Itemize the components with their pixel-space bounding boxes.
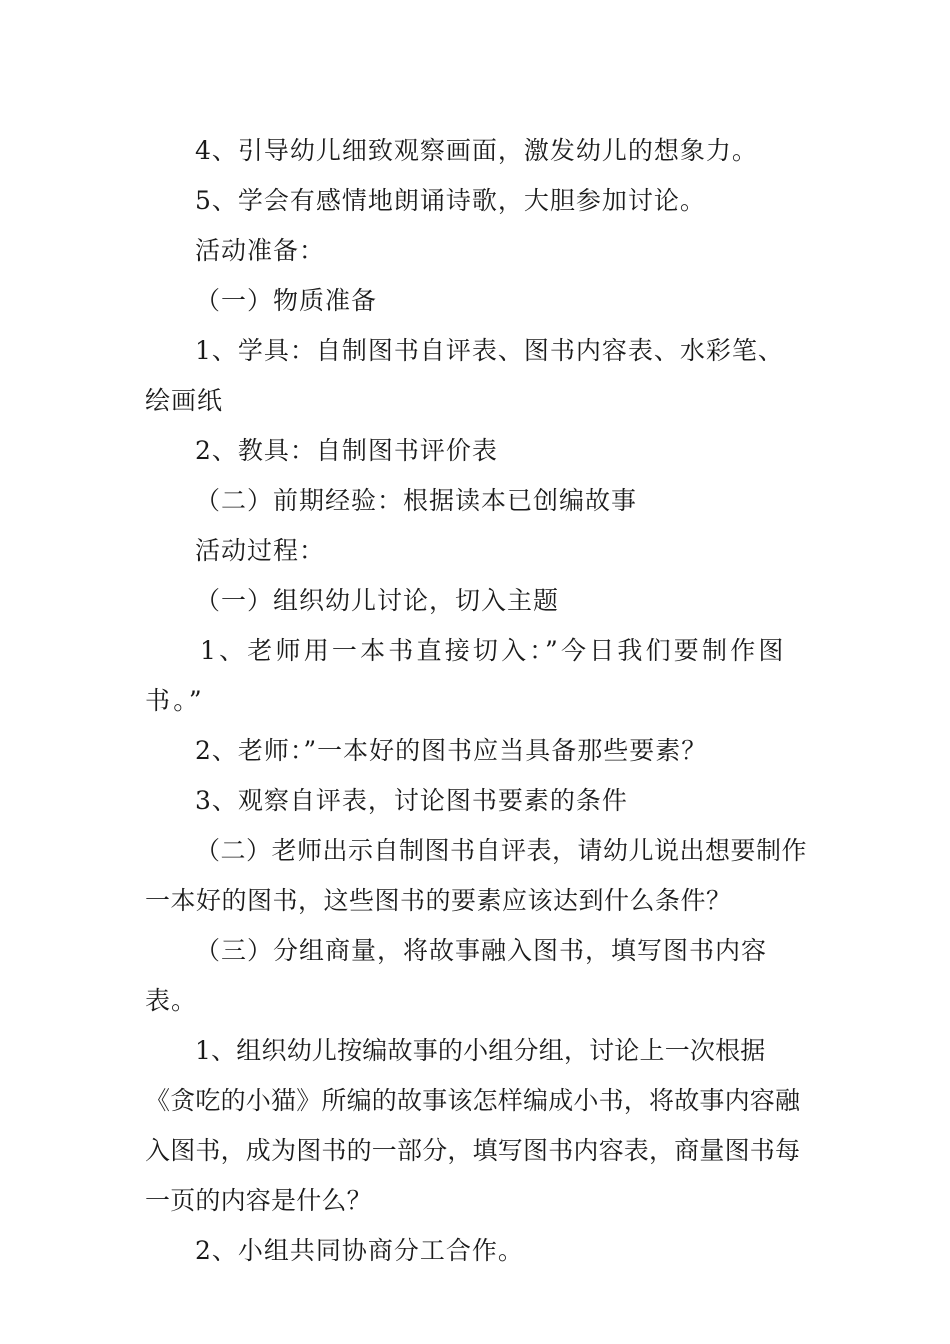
subheading-group-discussion: （三）分组商量，将故事融入图书，填写图书内容表。	[145, 936, 768, 1015]
paragraph-student-materials: 1、学具：自制图书自评表、图书内容表、水彩笔、绘画纸	[145, 336, 784, 415]
paragraph-cooperation: 2、小组共同协商分工合作。	[195, 1236, 524, 1265]
paragraph-self-assessment: （二）老师出示自制图书自评表，请幼儿说出想要制作一本好的图书，这些图书的要素应该达到什么条件？	[145, 836, 808, 915]
paragraph-goal-5: 5、学会有感情地朗诵诗歌，大胆参加讨论。	[195, 186, 706, 215]
heading-activity-process: 活动过程：	[195, 536, 326, 565]
paragraph-observe-table: 3、观察自评表，讨论图书要素的条件	[195, 786, 628, 815]
document-body	[145, 126, 807, 1276]
paragraph-goal-4: 4、引导幼儿细致观察画面，激发幼儿的想象力。	[195, 136, 758, 165]
subheading-prior-experience: （二）前期经验：根据读本已创编故事	[195, 486, 638, 515]
paragraph-group-organization: 1、组织幼儿按编故事的小组分组，讨论上一次根据《贪吃的小猫》所编的故事该怎样编成小书，将故事内容融入图书，成为图书的一部分，填写图书内容表，商量图书每一页的内容是什么？	[145, 1036, 801, 1215]
heading-activity-preparation: 活动准备：	[195, 236, 326, 265]
paragraph-teacher-intro: 1、老师用一本书直接切入：”今日我们要制作图书。”	[145, 636, 787, 715]
subheading-discussion: （一）组织幼儿讨论，切入主题	[195, 586, 560, 615]
subheading-material-preparation: （一）物质准备	[195, 286, 378, 315]
paragraph-teacher-question: 2、老师：”一本好的图书应当具备那些要素？	[195, 736, 708, 765]
paragraph-teaching-aids: 2、教具：自制图书评价表	[195, 436, 498, 465]
